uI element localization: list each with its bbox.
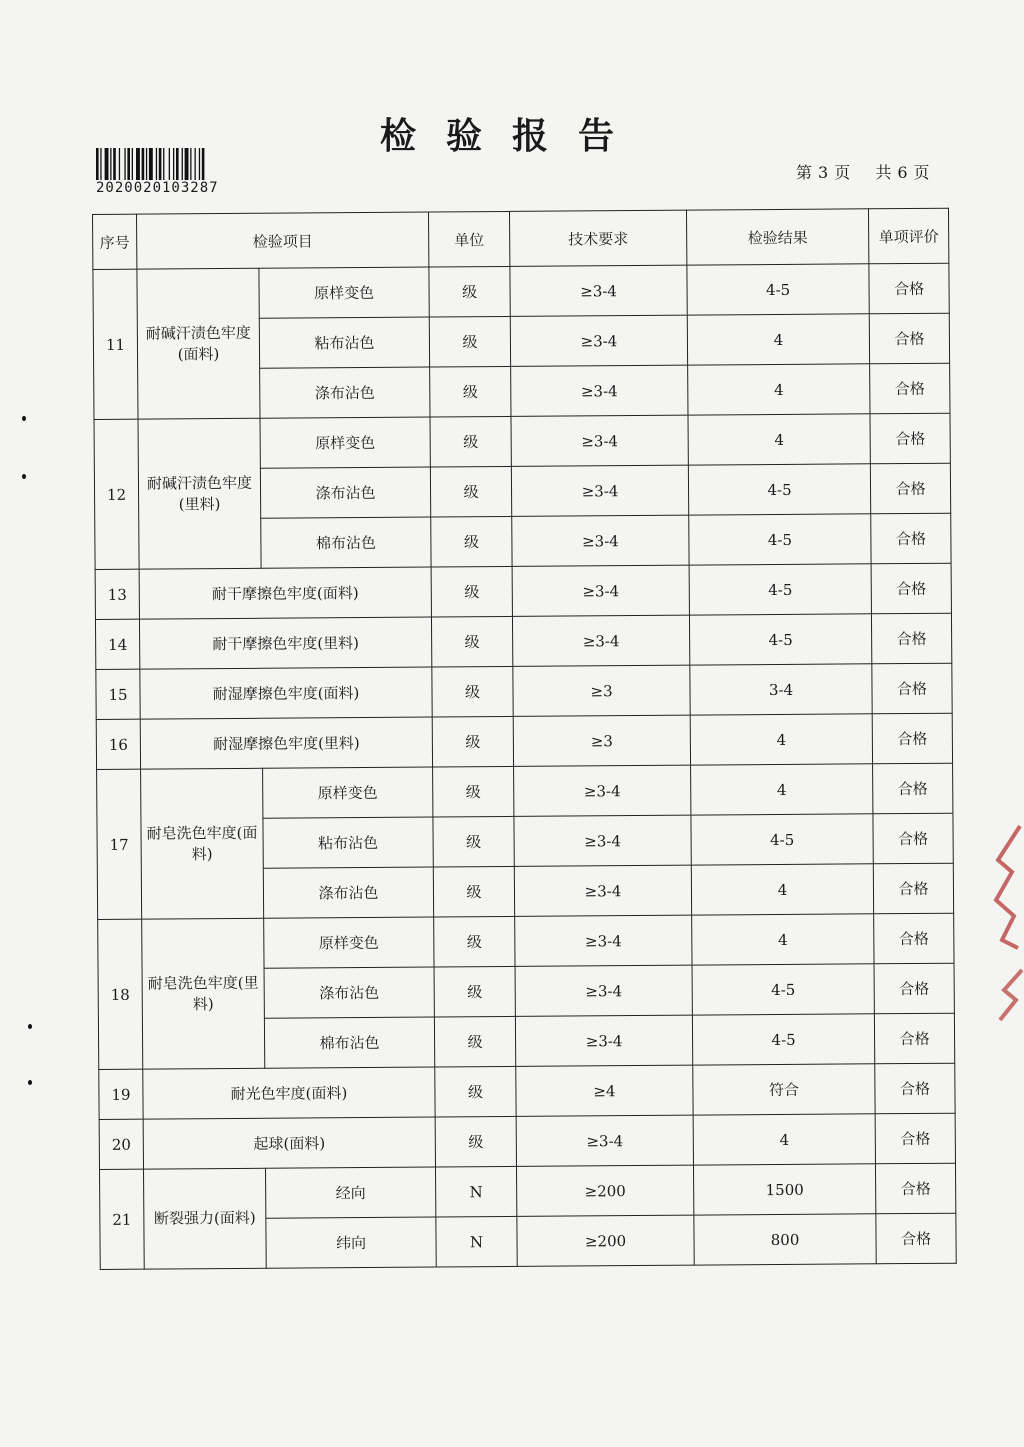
row-sub-item: 涤布沾色: [263, 867, 433, 918]
row-seq: 12: [94, 419, 139, 569]
row-result: 4: [690, 714, 872, 765]
row-seq: 16: [96, 719, 140, 769]
row-result: 1500: [694, 1164, 876, 1215]
row-evaluation: 合格: [874, 1013, 954, 1064]
page-label-prefix: 第: [796, 163, 813, 182]
row-requirement: ≥3-4: [511, 465, 688, 516]
row-sub-item: 棉布沾色: [264, 1017, 434, 1068]
table-row: [96, 663, 952, 719]
punch-dot: [28, 1080, 32, 1085]
row-sub-item: 棉布沾色: [261, 517, 431, 568]
row-result: 4-5: [687, 264, 869, 315]
header-unit: 单位: [429, 211, 510, 267]
row-requirement: ≥4: [516, 1065, 693, 1116]
row-unit: 级: [429, 316, 510, 367]
row-seq: 18: [98, 919, 143, 1069]
row-seq: 19: [99, 1069, 143, 1119]
row-sub-item: 原样变色: [260, 417, 430, 468]
punch-dot: [28, 1024, 32, 1029]
row-sub-item: 经向: [265, 1167, 435, 1218]
row-evaluation: 合格: [876, 1213, 956, 1264]
total-label-prefix: 共: [875, 163, 892, 182]
row-evaluation: 合格: [870, 413, 950, 464]
row-unit: N: [436, 1166, 517, 1217]
row-seq: 21: [100, 1169, 145, 1269]
row-result: 4: [691, 764, 873, 815]
row-requirement: ≥3-4: [514, 815, 691, 866]
row-item-name: 耐皂洗色牢度(里料): [142, 918, 265, 1069]
row-unit: 级: [433, 766, 514, 817]
row-item-name: 耐碱汗渍色牢度(里料): [138, 418, 261, 569]
table-row: [95, 563, 951, 619]
row-unit: N: [436, 1216, 517, 1267]
row-seq: 15: [96, 669, 140, 719]
row-evaluation: 合格: [875, 1063, 955, 1114]
row-unit: 级: [435, 1116, 516, 1167]
row-evaluation: 合格: [873, 863, 953, 914]
table-row: [99, 1063, 955, 1119]
row-evaluation: 合格: [872, 663, 952, 714]
row-sub-item: 涤布沾色: [260, 467, 430, 518]
row-item-name: 耐湿摩擦色牢度(面料): [140, 667, 432, 719]
punch-dot: [22, 474, 26, 479]
row-result: 4: [692, 914, 874, 965]
row-evaluation: 合格: [871, 513, 951, 564]
row-sub-item: 原样变色: [264, 917, 434, 968]
table-row: [100, 1163, 956, 1219]
row-seq: 13: [95, 569, 139, 619]
row-seq: 14: [95, 619, 139, 669]
row-seq: 20: [99, 1119, 143, 1169]
inspection-table: [92, 208, 957, 1270]
row-result: 4: [688, 364, 870, 415]
row-requirement: ≥3-4: [515, 965, 692, 1016]
row-result: 4-5: [689, 614, 871, 665]
row-sub-item: 涤布沾色: [260, 367, 430, 418]
row-evaluation: 合格: [870, 363, 950, 414]
row-item-name: 耐皂洗色牢度(面料): [141, 768, 264, 919]
page-indicator: [796, 160, 936, 183]
row-result: 4-5: [691, 814, 873, 865]
row-result: 4-5: [689, 564, 871, 615]
table-row: [93, 263, 949, 319]
row-unit: 级: [432, 666, 513, 717]
row-evaluation: 合格: [874, 963, 954, 1014]
row-unit: 级: [431, 566, 512, 617]
row-requirement: ≥3-4: [510, 315, 687, 366]
page-label-unit: 页: [834, 163, 851, 182]
row-requirement: ≥3-4: [510, 265, 687, 316]
row-sub-item: 原样变色: [259, 267, 429, 318]
row-requirement: ≥3-4: [514, 865, 691, 916]
row-sub-item: 粘布沾色: [259, 317, 429, 368]
row-result: 4-5: [689, 514, 871, 565]
row-requirement: ≥3-4: [514, 765, 691, 816]
row-unit: 级: [431, 616, 512, 667]
report-title: 检验报告: [379, 115, 644, 157]
row-requirement: ≥200: [517, 1165, 694, 1216]
row-evaluation: 合格: [869, 313, 949, 364]
row-requirement: ≥3-4: [515, 1015, 692, 1066]
table-header-row: [93, 208, 949, 269]
row-seq: 17: [97, 769, 142, 919]
row-item-name: 起球(面料): [143, 1117, 435, 1169]
red-stamp-edge: [992, 820, 1024, 1040]
table-row: [95, 613, 951, 669]
barcode-icon: [96, 148, 258, 180]
row-sub-item: 纬向: [266, 1217, 436, 1268]
row-requirement: ≥3-4: [515, 915, 692, 966]
row-item-name: 耐碱汗渍色牢度(面料): [137, 268, 260, 419]
row-unit: 级: [432, 716, 513, 767]
row-evaluation: 合格: [873, 763, 953, 814]
row-evaluation: 合格: [871, 563, 951, 614]
table-row: [99, 1113, 955, 1169]
row-result: 3-4: [690, 664, 872, 715]
row-evaluation: 合格: [875, 1163, 955, 1214]
barcode-number: 2020020103287: [96, 180, 219, 196]
row-unit: 级: [431, 516, 512, 567]
row-result: 4: [687, 314, 869, 365]
row-result: 4: [691, 864, 873, 915]
row-unit: 级: [430, 416, 511, 467]
total-label-unit: 页: [913, 163, 930, 182]
row-requirement: ≥3-4: [511, 365, 688, 416]
row-result: 4: [693, 1114, 875, 1165]
row-evaluation: 合格: [875, 1113, 955, 1164]
row-item-name: 耐干摩擦色牢度(里料): [139, 617, 431, 669]
row-unit: 级: [430, 366, 511, 417]
header-evaluation: 单项评价: [868, 208, 948, 264]
header-result: 检验结果: [687, 209, 869, 265]
row-requirement: ≥3-4: [512, 615, 689, 666]
row-item-name: 耐湿摩擦色牢度(里料): [140, 717, 432, 769]
row-result: 4-5: [692, 964, 874, 1015]
row-evaluation: 合格: [869, 263, 949, 314]
row-requirement: ≥3-4: [512, 515, 689, 566]
row-unit: 级: [435, 1066, 516, 1117]
row-evaluation: 合格: [874, 913, 954, 964]
row-unit: 级: [430, 466, 511, 517]
row-sub-item: 粘布沾色: [263, 817, 433, 868]
row-requirement: ≥3-4: [512, 565, 689, 616]
row-evaluation: 合格: [873, 813, 953, 864]
row-unit: 级: [434, 916, 515, 967]
row-result: 4-5: [688, 464, 870, 515]
row-unit: 级: [433, 816, 514, 867]
row-requirement: ≥200: [517, 1215, 694, 1266]
row-result: 4-5: [692, 1014, 874, 1065]
row-item-name: 断裂强力(面料): [144, 1168, 267, 1269]
table-row: [97, 763, 953, 819]
punch-dot: [22, 416, 26, 421]
header-item: 检验项目: [137, 212, 429, 269]
table-row: [96, 713, 952, 769]
row-evaluation: 合格: [871, 613, 951, 664]
row-requirement: ≥3-4: [511, 415, 688, 466]
table-row: [98, 913, 954, 969]
row-result: 800: [694, 1214, 876, 1265]
row-requirement: ≥3: [513, 715, 690, 766]
row-evaluation: 合格: [870, 463, 950, 514]
total-pages: 6: [897, 163, 908, 182]
row-seq: 11: [93, 269, 138, 419]
row-result: 4: [688, 414, 870, 465]
row-sub-item: 原样变色: [263, 767, 433, 818]
row-result: 符合: [693, 1064, 875, 1115]
header-requirement: 技术要求: [510, 210, 687, 266]
row-requirement: ≥3-4: [516, 1115, 693, 1166]
row-unit: 级: [434, 1016, 515, 1067]
row-unit: 级: [433, 866, 514, 917]
row-item-name: 耐光色牢度(面料): [143, 1067, 435, 1119]
row-requirement: ≥3: [513, 665, 690, 716]
row-evaluation: 合格: [872, 713, 952, 764]
page-number: 3: [818, 163, 829, 182]
row-unit: 级: [434, 966, 515, 1017]
header-seq: 序号: [93, 214, 137, 269]
row-item-name: 耐干摩擦色牢度(面料): [139, 567, 431, 619]
row-unit: 级: [429, 266, 510, 317]
table-row: [94, 413, 950, 469]
row-sub-item: 涤布沾色: [264, 967, 434, 1018]
